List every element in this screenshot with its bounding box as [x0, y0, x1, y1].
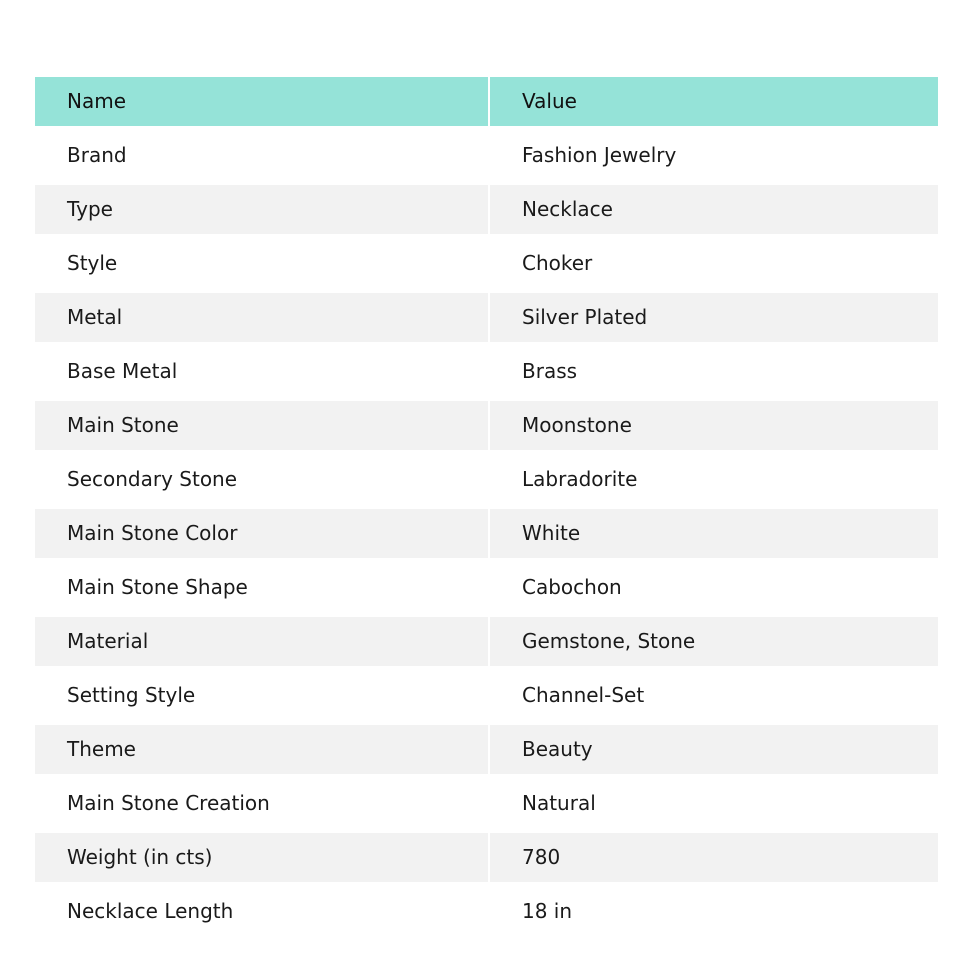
row-name-cell: Necklace Length [35, 882, 490, 936]
table-row [35, 450, 938, 504]
row-name-cell: Main Stone Shape [35, 558, 490, 612]
row-value-cell: Choker [490, 234, 938, 288]
table-row [35, 342, 938, 396]
row-name-cell: Main Stone Color [35, 504, 490, 558]
table-row [35, 234, 938, 288]
row-name-cell: Setting Style [35, 666, 490, 720]
table-row [35, 396, 938, 450]
table-row [35, 882, 938, 936]
table-header [35, 77, 938, 126]
table-row [35, 774, 938, 828]
row-name-cell: Material [35, 612, 490, 666]
row-name-cell: Base Metal [35, 342, 490, 396]
table-row [35, 828, 938, 882]
table-row [35, 126, 938, 180]
row-value-cell: Labradorite [490, 450, 938, 504]
row-name-cell: Metal [35, 288, 490, 342]
table-row [35, 288, 938, 342]
row-value-cell: 18 in [490, 882, 938, 936]
column-header-name: Name [35, 77, 490, 126]
table-row [35, 612, 938, 666]
row-value-cell: Beauty [490, 720, 938, 774]
row-value-cell: Natural [490, 774, 938, 828]
row-name-cell: Theme [35, 720, 490, 774]
header-row [35, 77, 938, 126]
row-value-cell: Silver Plated [490, 288, 938, 342]
table-row [35, 180, 938, 234]
row-value-cell: Fashion Jewelry [490, 126, 938, 180]
row-name-cell: Main Stone Creation [35, 774, 490, 828]
table-row [35, 720, 938, 774]
row-name-cell: Main Stone [35, 396, 490, 450]
table-row [35, 666, 938, 720]
row-value-cell: Brass [490, 342, 938, 396]
table-row [35, 558, 938, 612]
spec-table [35, 77, 938, 936]
row-value-cell: Necklace [490, 180, 938, 234]
table-body [35, 126, 938, 936]
row-value-cell: White [490, 504, 938, 558]
row-value-cell: Moonstone [490, 396, 938, 450]
row-name-cell: Style [35, 234, 490, 288]
column-header-value: Value [490, 77, 938, 126]
row-value-cell: 780 [490, 828, 938, 882]
row-name-cell: Weight (in cts) [35, 828, 490, 882]
row-value-cell: Gemstone, Stone [490, 612, 938, 666]
row-name-cell: Type [35, 180, 490, 234]
table-row [35, 504, 938, 558]
row-value-cell: Cabochon [490, 558, 938, 612]
row-value-cell: Channel-Set [490, 666, 938, 720]
row-name-cell: Secondary Stone [35, 450, 490, 504]
row-name-cell: Brand [35, 126, 490, 180]
